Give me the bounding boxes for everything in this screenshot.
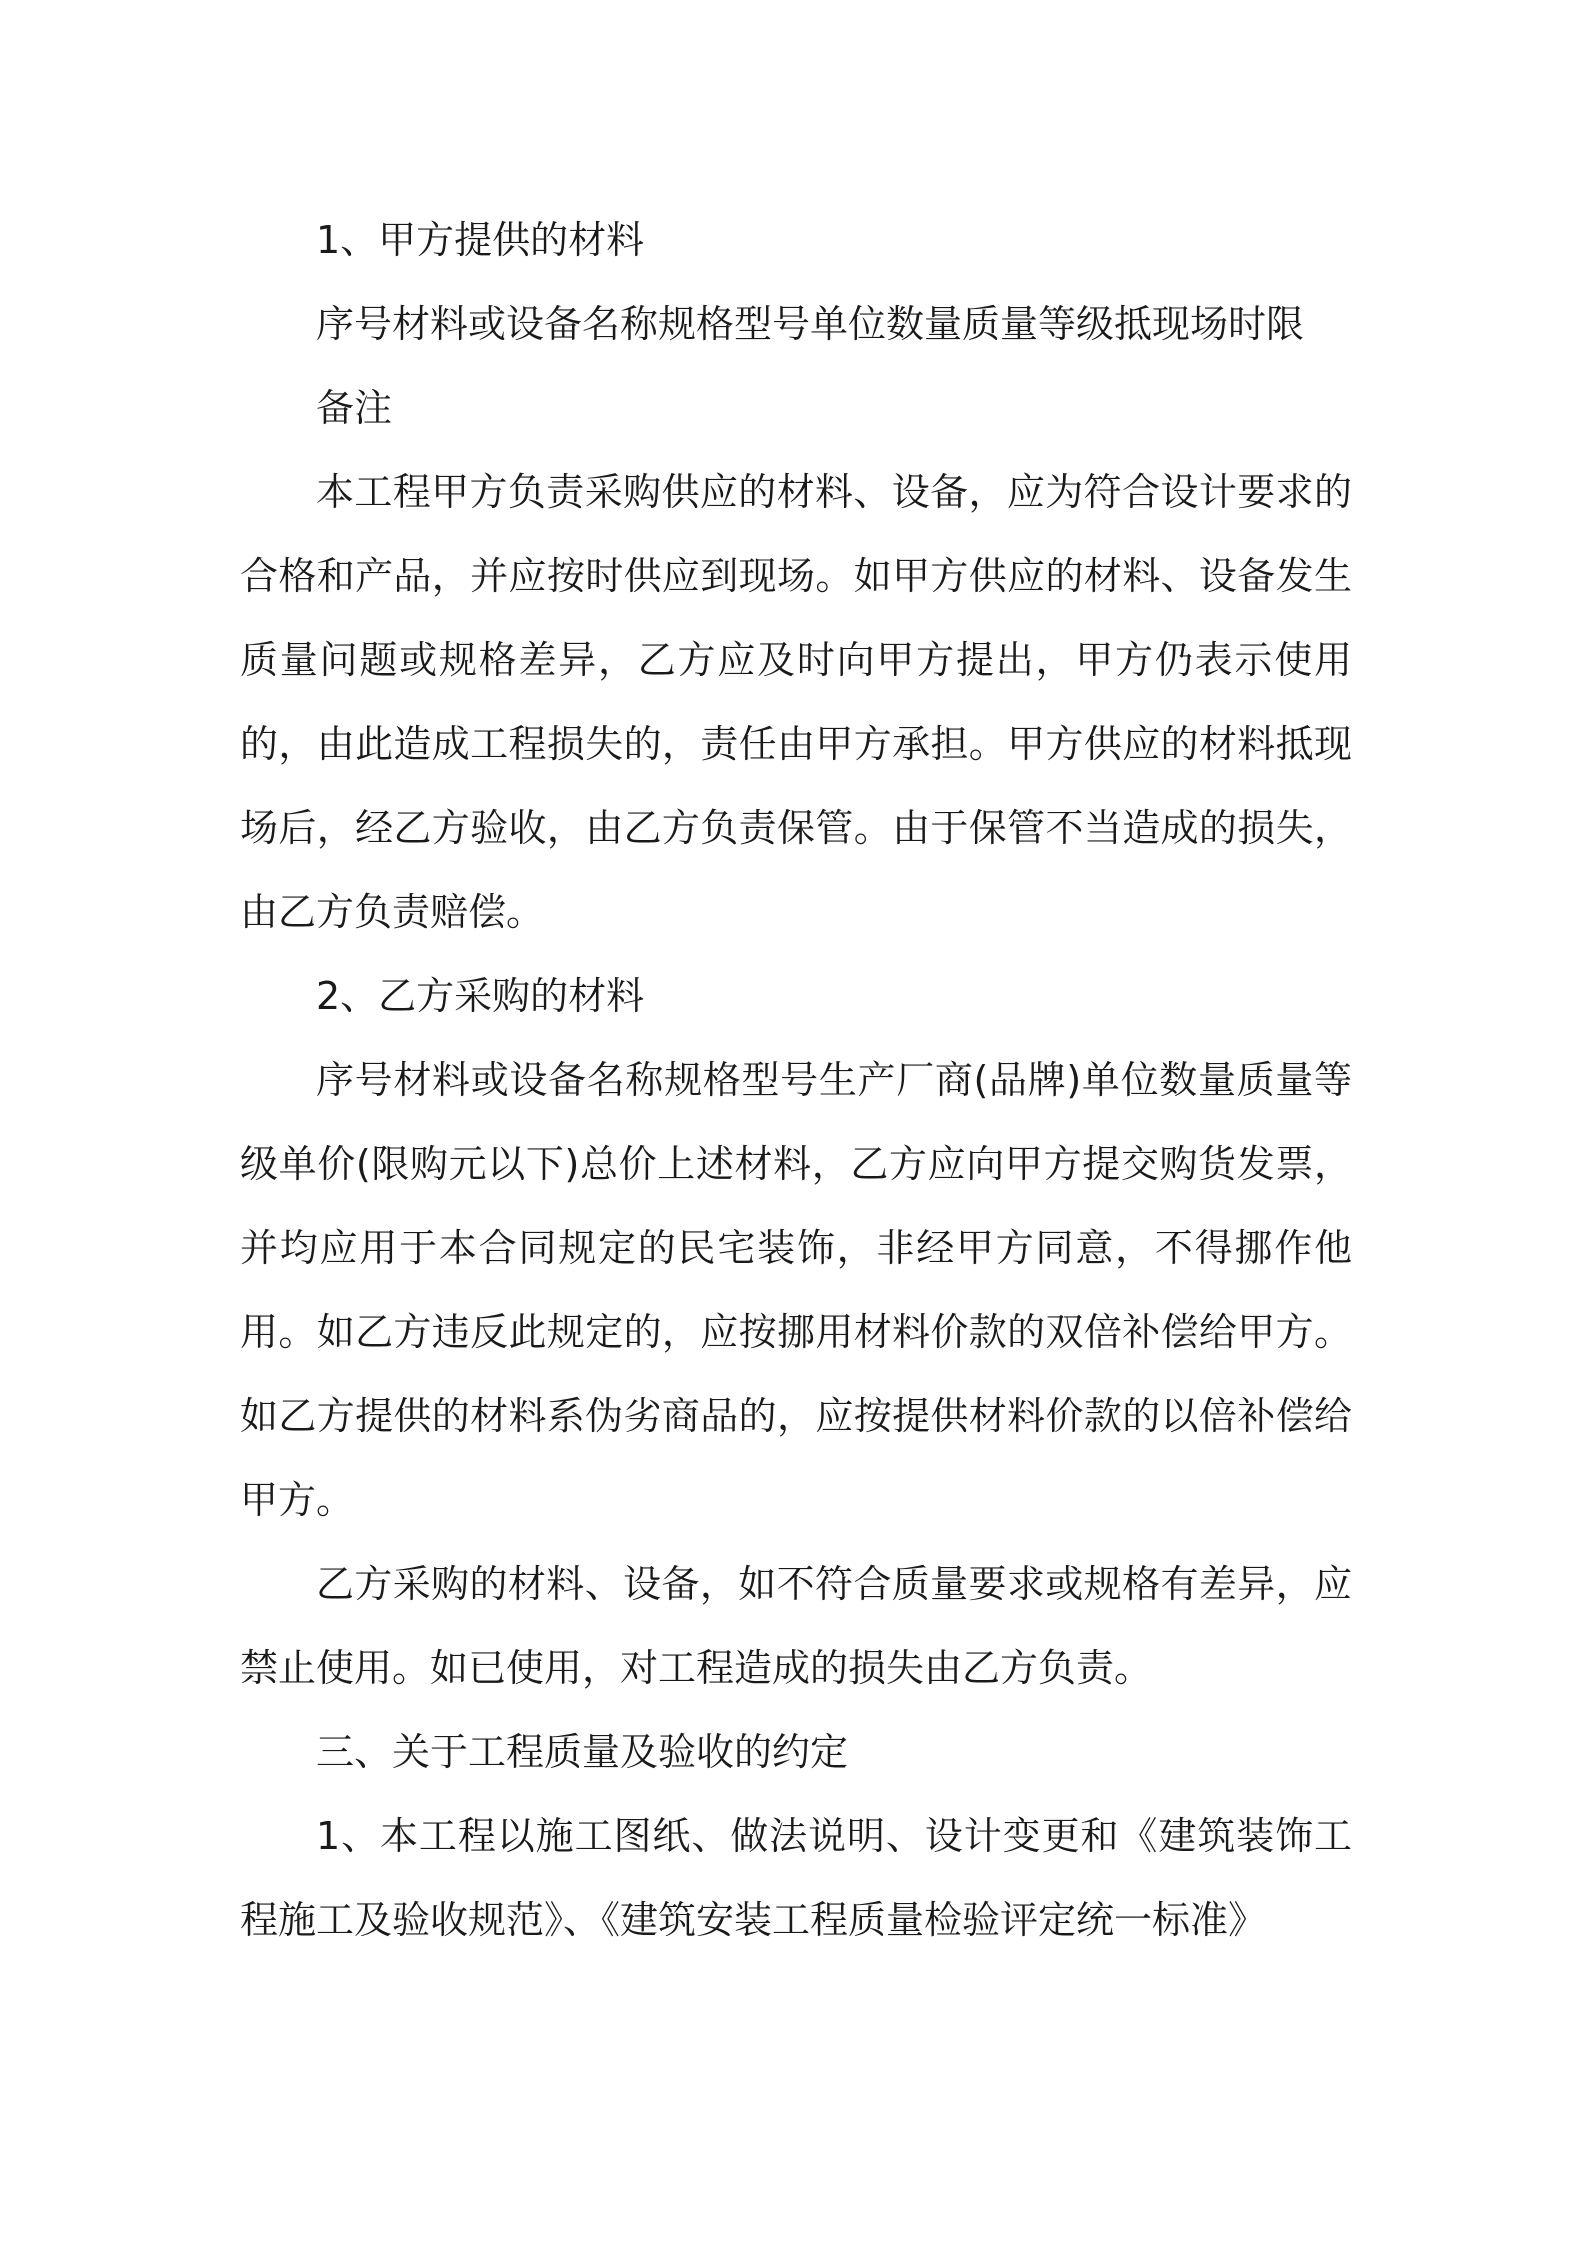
section-heading-quality-acceptance: 三、关于工程质量及验收的约定 <box>316 1730 849 1774</box>
party-a-materials-table-header: 序号材料或设备名称规格型号单位数量质量等级抵现场时限 <box>316 302 1305 346</box>
party-a-materials-terms: 本工程甲方负责采购供应的材料、设备，应为符合设计要求的合格和产品，并应按时供应到现场。如甲方供应的材料、设备发生质量问题或规格差异，乙方应及时向甲方提出，甲方仍表示使用的，由此造成工程损失的，责任由甲方承担。甲方供应的材料抵现场后，经乙方验收，由乙方负责保管。由于保管不当造成的损失，由乙方负责赔偿。 <box>240 470 1352 934</box>
document-page <box>240 198 1352 1962</box>
quality-acceptance-clause-1: 1、本工程以施工图纸、做法说明、设计变更和《建筑装饰工程施工及验收规范》、《建筑安装工程质量检验评定统一标准》 <box>240 1814 1352 1942</box>
party-b-materials-terms: 序号材料或设备名称规格型号生产厂商(品牌)单位数量质量等级单价(限购元以下)总价上述材料，乙方应向甲方提交购货发票，并均应用于本合同规定的民宅装饰，非经甲方同意，不得挪作他用。如乙方违反此规定的，应按挪用材料价款的双倍补偿给甲方。如乙方提供的材料系伪劣商品的，应按提供材料价款的以倍补偿给甲方。 <box>240 1058 1352 1522</box>
section-heading-party-a-materials: 1、甲方提供的材料 <box>316 218 645 262</box>
remarks-label: 备注 <box>316 386 393 430</box>
party-b-quality-terms: 乙方采购的材料、设备，如不符合质量要求或规格有差异，应禁止使用。如已使用，对工程造成的损失由乙方负责。 <box>240 1562 1352 1690</box>
section-heading-party-b-materials: 2、乙方采购的材料 <box>316 974 645 1018</box>
